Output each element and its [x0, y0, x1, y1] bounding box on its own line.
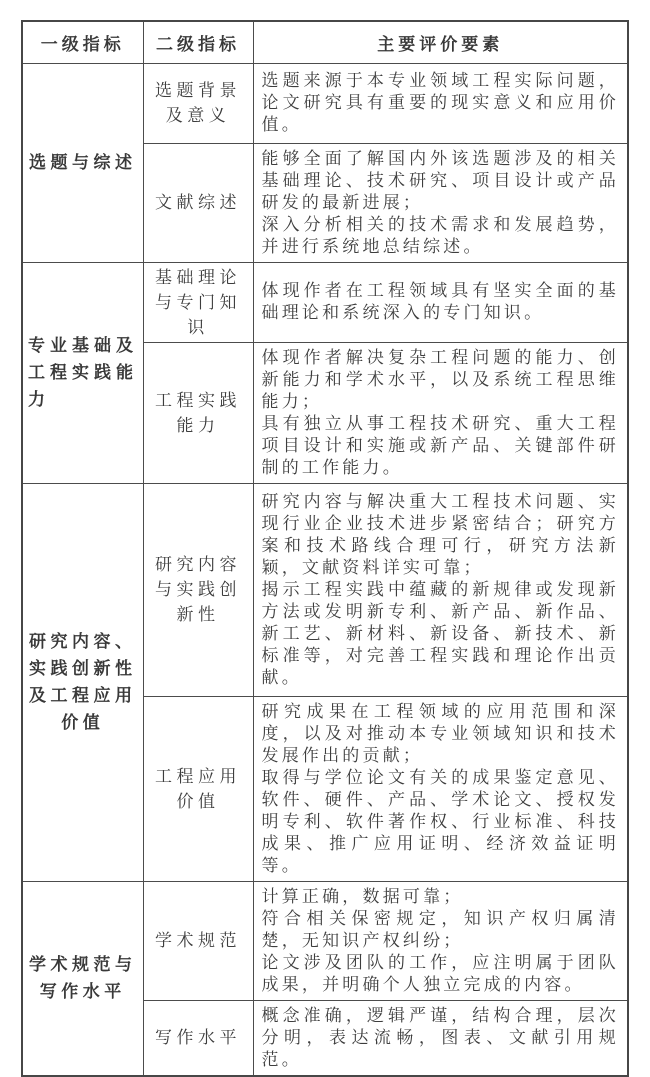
criteria-cell [253, 1000, 628, 1076]
criteria-cell [253, 881, 628, 1000]
criteria-paragraph: 体现作者在工程领域具有坚实全面的基础理论和系统深入的专门知识。 [261, 281, 619, 322]
level2-indicator-cell: 工程应用价值 [143, 696, 253, 881]
criteria-paragraph: 概念准确，逻辑严谨，结构合理，层次分明，表达流畅，图表、文献引用规范。 [261, 1005, 619, 1069]
criteria-paragraph: 深入分析相关的技术需求和发展趋势，并进行系统地总结综述。 [261, 214, 619, 256]
table-row [22, 63, 628, 143]
level2-indicator-cell: 选题背景及意义 [143, 63, 253, 143]
level2-indicator-cell: 基础理论与专门知识 [143, 262, 253, 342]
criteria-paragraph: 选题来源于本专业领域工程实际问题，论文研究具有重要的现实意义和应用价值。 [261, 71, 619, 134]
criteria-paragraph: 能够全面了解国内外该选题涉及的相关基础理论、技术研究、项目设计或产品研发的最新进展； [261, 148, 619, 212]
table-row [22, 262, 628, 342]
criteria-cell [253, 342, 628, 483]
table-row [22, 483, 628, 696]
criteria-cell [253, 483, 628, 696]
header-level1-indicator: 一级指标 [22, 21, 143, 63]
evaluation-criteria-table [21, 20, 629, 1077]
level1-indicator-cell: 选题与综述 [22, 63, 143, 262]
level2-indicator-cell: 研究内容与实践创新性 [143, 483, 253, 696]
criteria-paragraph: 具有独立从事工程技术研究、重大工程项目设计和实施或新产品、关键部件研制的工作能力。 [261, 413, 619, 477]
level1-indicator-cell: 学术规范与写作水平 [22, 881, 143, 1076]
criteria-paragraph: 研究内容与解决重大工程技术问题、实现行业企业技术进步紧密结合；研究方案和技术路线合理可行，研究方法新颖，文献资料详实可靠； [261, 491, 619, 577]
level1-indicator-cell: 专业基础及工程实践能力 [22, 262, 143, 483]
level1-indicator-cell: 研究内容、实践创新性及工程应用价值 [22, 483, 143, 881]
header-row [22, 21, 628, 63]
criteria-paragraph: 论文涉及团队的工作，应注明属于团队成果，并明确个人独立完成的内容。 [261, 952, 619, 994]
header-level2-indicator: 二级指标 [143, 21, 253, 63]
criteria-paragraph: 符合相关保密规定，知识产权归属清楚，无知识产权纠纷； [261, 908, 619, 950]
criteria-cell [253, 262, 628, 342]
criteria-paragraph: 体现作者解决复杂工程问题的能力、创新能力和学术水平，以及系统工程思维能力； [261, 347, 619, 411]
criteria-cell [253, 63, 628, 143]
level2-indicator-cell: 学术规范 [143, 881, 253, 1000]
criteria-cell [253, 143, 628, 262]
level2-indicator-cell: 工程实践能力 [143, 342, 253, 483]
table-header [22, 21, 628, 63]
criteria-cell [253, 696, 628, 881]
table-row [22, 881, 628, 1000]
header-main-criteria: 主要评价要素 [253, 21, 628, 63]
criteria-paragraph: 揭示工程实践中蕴藏的新规律或发现新方法或发明新专利、新产品、新作品、新工艺、新材料、新设备、新技术、新标准等，对完善工程实践和理论作出贡献。 [261, 579, 619, 687]
criteria-paragraph: 研究成果在工程领域的应用范围和深度，以及对推动本专业领域知识和技术发展作出的贡献； [261, 701, 619, 765]
criteria-paragraph: 取得与学位论文有关的成果鉴定意见、软件、硬件、产品、学术论文、授权发明专利、软件著作权、行业标准、科技成果、推广应用证明、经济效益证明等。 [261, 767, 619, 875]
criteria-paragraph: 计算正确，数据可靠； [261, 886, 464, 906]
level2-indicator-cell: 文献综述 [143, 143, 253, 262]
level2-indicator-cell: 写作水平 [143, 1000, 253, 1076]
table-body [22, 63, 628, 1076]
